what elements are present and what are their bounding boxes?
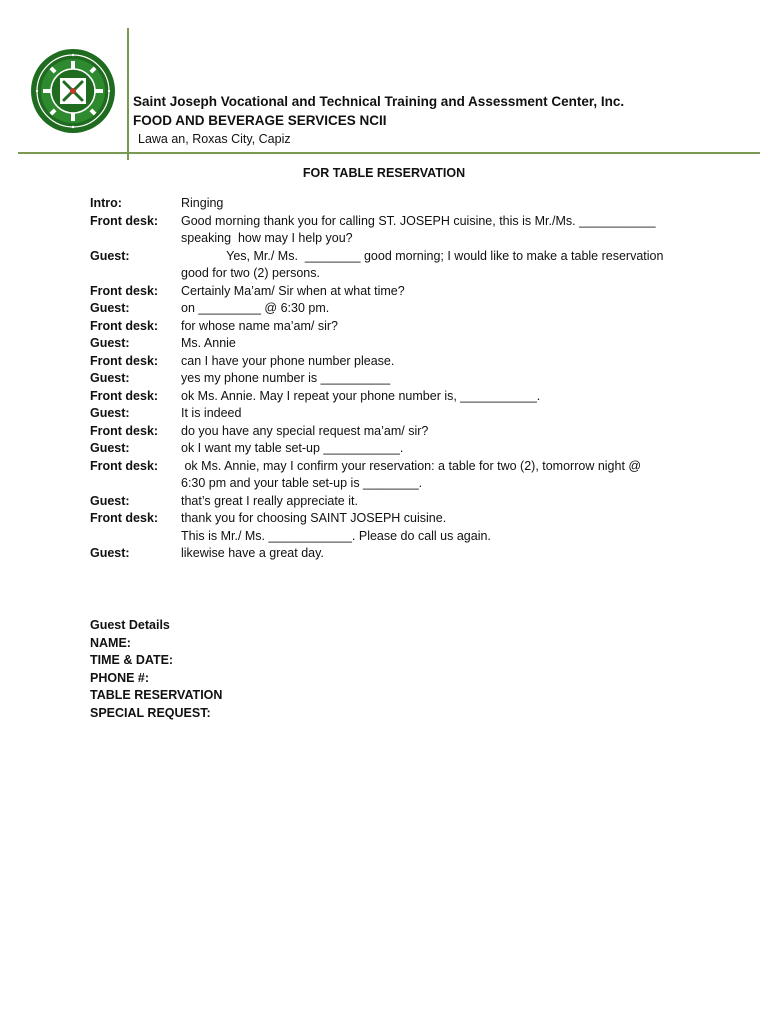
dialogue-text: good for two (2) persons. (181, 266, 320, 280)
guest-details-section (90, 617, 222, 722)
course-title: FOOD AND BEVERAGE SERVICES NCII (133, 113, 387, 128)
script-line (90, 405, 730, 423)
dialogue-text: ok I want my table set-up ___________. (181, 441, 404, 455)
speaker-label: Front desk: (90, 213, 159, 228)
speaker-label: Guest: (90, 336, 130, 350)
speaker-label: Intro: (90, 196, 122, 210)
script-line (90, 353, 730, 371)
script-line (90, 213, 730, 231)
speaker-label (90, 528, 181, 546)
reservation-script (90, 195, 730, 563)
script-line (90, 545, 730, 563)
guest-detail-field: NAME: (90, 635, 131, 650)
speaker-label: Front desk: (90, 388, 159, 403)
speaker-label: Guest: (90, 493, 130, 508)
dialogue-text: ok Ms. Annie. May I repeat your phone number is, ___________. (181, 388, 541, 403)
dialogue-text: yes my phone number is __________ (181, 371, 391, 385)
organization-name: Saint Joseph Vocational and Technical Training and Assessment Center, Inc. (133, 94, 625, 109)
speaker-label: Guest: (90, 406, 130, 420)
guest-detail-field: SPECIAL REQUEST: (90, 705, 211, 720)
speaker-label: Guest: (90, 441, 130, 455)
speaker-label: Guest: (90, 301, 130, 315)
organization-address: Lawa an, Roxas City, Capiz (138, 132, 291, 146)
school-seal-logo (30, 48, 116, 134)
script-line (90, 195, 730, 213)
dialogue-text: Ringing (181, 196, 224, 210)
dialogue-text: that’s great I really appreciate it. (181, 493, 358, 508)
script-line (90, 335, 730, 353)
dialogue-text: ok Ms. Annie, may I confirm your reservation: a table for two (2), tomorrow night @ (181, 458, 642, 473)
dialogue-text: speaking how may I help you? (181, 231, 353, 245)
dialogue-text: Yes, Mr./ Ms. ________ good morning; I would like to make a table reservation (181, 248, 664, 263)
script-line (90, 283, 730, 301)
speaker-label: Front desk: (90, 318, 159, 333)
speaker-label (90, 265, 181, 283)
dialogue-text: It is indeed (181, 406, 242, 420)
script-line (90, 493, 730, 511)
header-vertical-rule (127, 28, 129, 160)
dialogue-text: for whose name ma’am/ sir? (181, 318, 339, 333)
speaker-label: Guest: (90, 371, 130, 385)
script-line (90, 230, 730, 248)
dialogue-text: This is Mr./ Ms. ____________. Please do call us again. (181, 528, 491, 543)
guest-detail-field: PHONE #: (90, 670, 150, 685)
guest-details-heading: Guest Details (90, 618, 170, 632)
speaker-label: Guest: (90, 248, 130, 263)
dialogue-text: do you have any special request ma’am/ sir? (181, 423, 429, 438)
script-line (90, 475, 730, 493)
dialogue-text: 6:30 pm and your table set-up is ________. (181, 476, 423, 490)
dialogue-text: Certainly Ma’am/ Sir when at what time? (181, 283, 405, 298)
guest-detail-field: TABLE RESERVATION (90, 688, 223, 702)
speaker-label: Front desk: (90, 458, 159, 473)
dialogue-text: on _________ @ 6:30 pm. (181, 301, 330, 315)
document-title: FOR TABLE RESERVATION (302, 166, 466, 180)
speaker-label (90, 475, 181, 493)
script-line (90, 370, 730, 388)
dialogue-text: Ms. Annie (181, 336, 236, 350)
speaker-label: Front desk: (90, 511, 159, 525)
script-line (90, 510, 730, 528)
speaker-label (90, 230, 181, 248)
dialogue-text: can I have your phone number please. (181, 353, 395, 368)
script-line (90, 318, 730, 336)
speaker-label: Front desk: (90, 353, 159, 368)
script-line (90, 423, 730, 441)
script-line (90, 265, 730, 283)
script-line (90, 440, 730, 458)
guest-detail-field: TIME & DATE: (90, 653, 174, 667)
speaker-label: Guest: (90, 546, 130, 560)
speaker-label: Front desk: (90, 423, 159, 438)
script-line (90, 458, 730, 476)
script-line (90, 528, 730, 546)
script-line (90, 248, 730, 266)
dialogue-text: likewise have a great day. (181, 546, 324, 560)
script-line (90, 388, 730, 406)
header-horizontal-rule (18, 152, 760, 154)
dialogue-text: Good morning thank you for calling ST. JOSEPH cuisine, this is Mr./Ms. ___________ (181, 213, 656, 228)
speaker-label: Front desk: (90, 283, 159, 298)
dialogue-text: thank you for choosing SAINT JOSEPH cuisine. (181, 511, 447, 525)
script-line (90, 300, 730, 318)
